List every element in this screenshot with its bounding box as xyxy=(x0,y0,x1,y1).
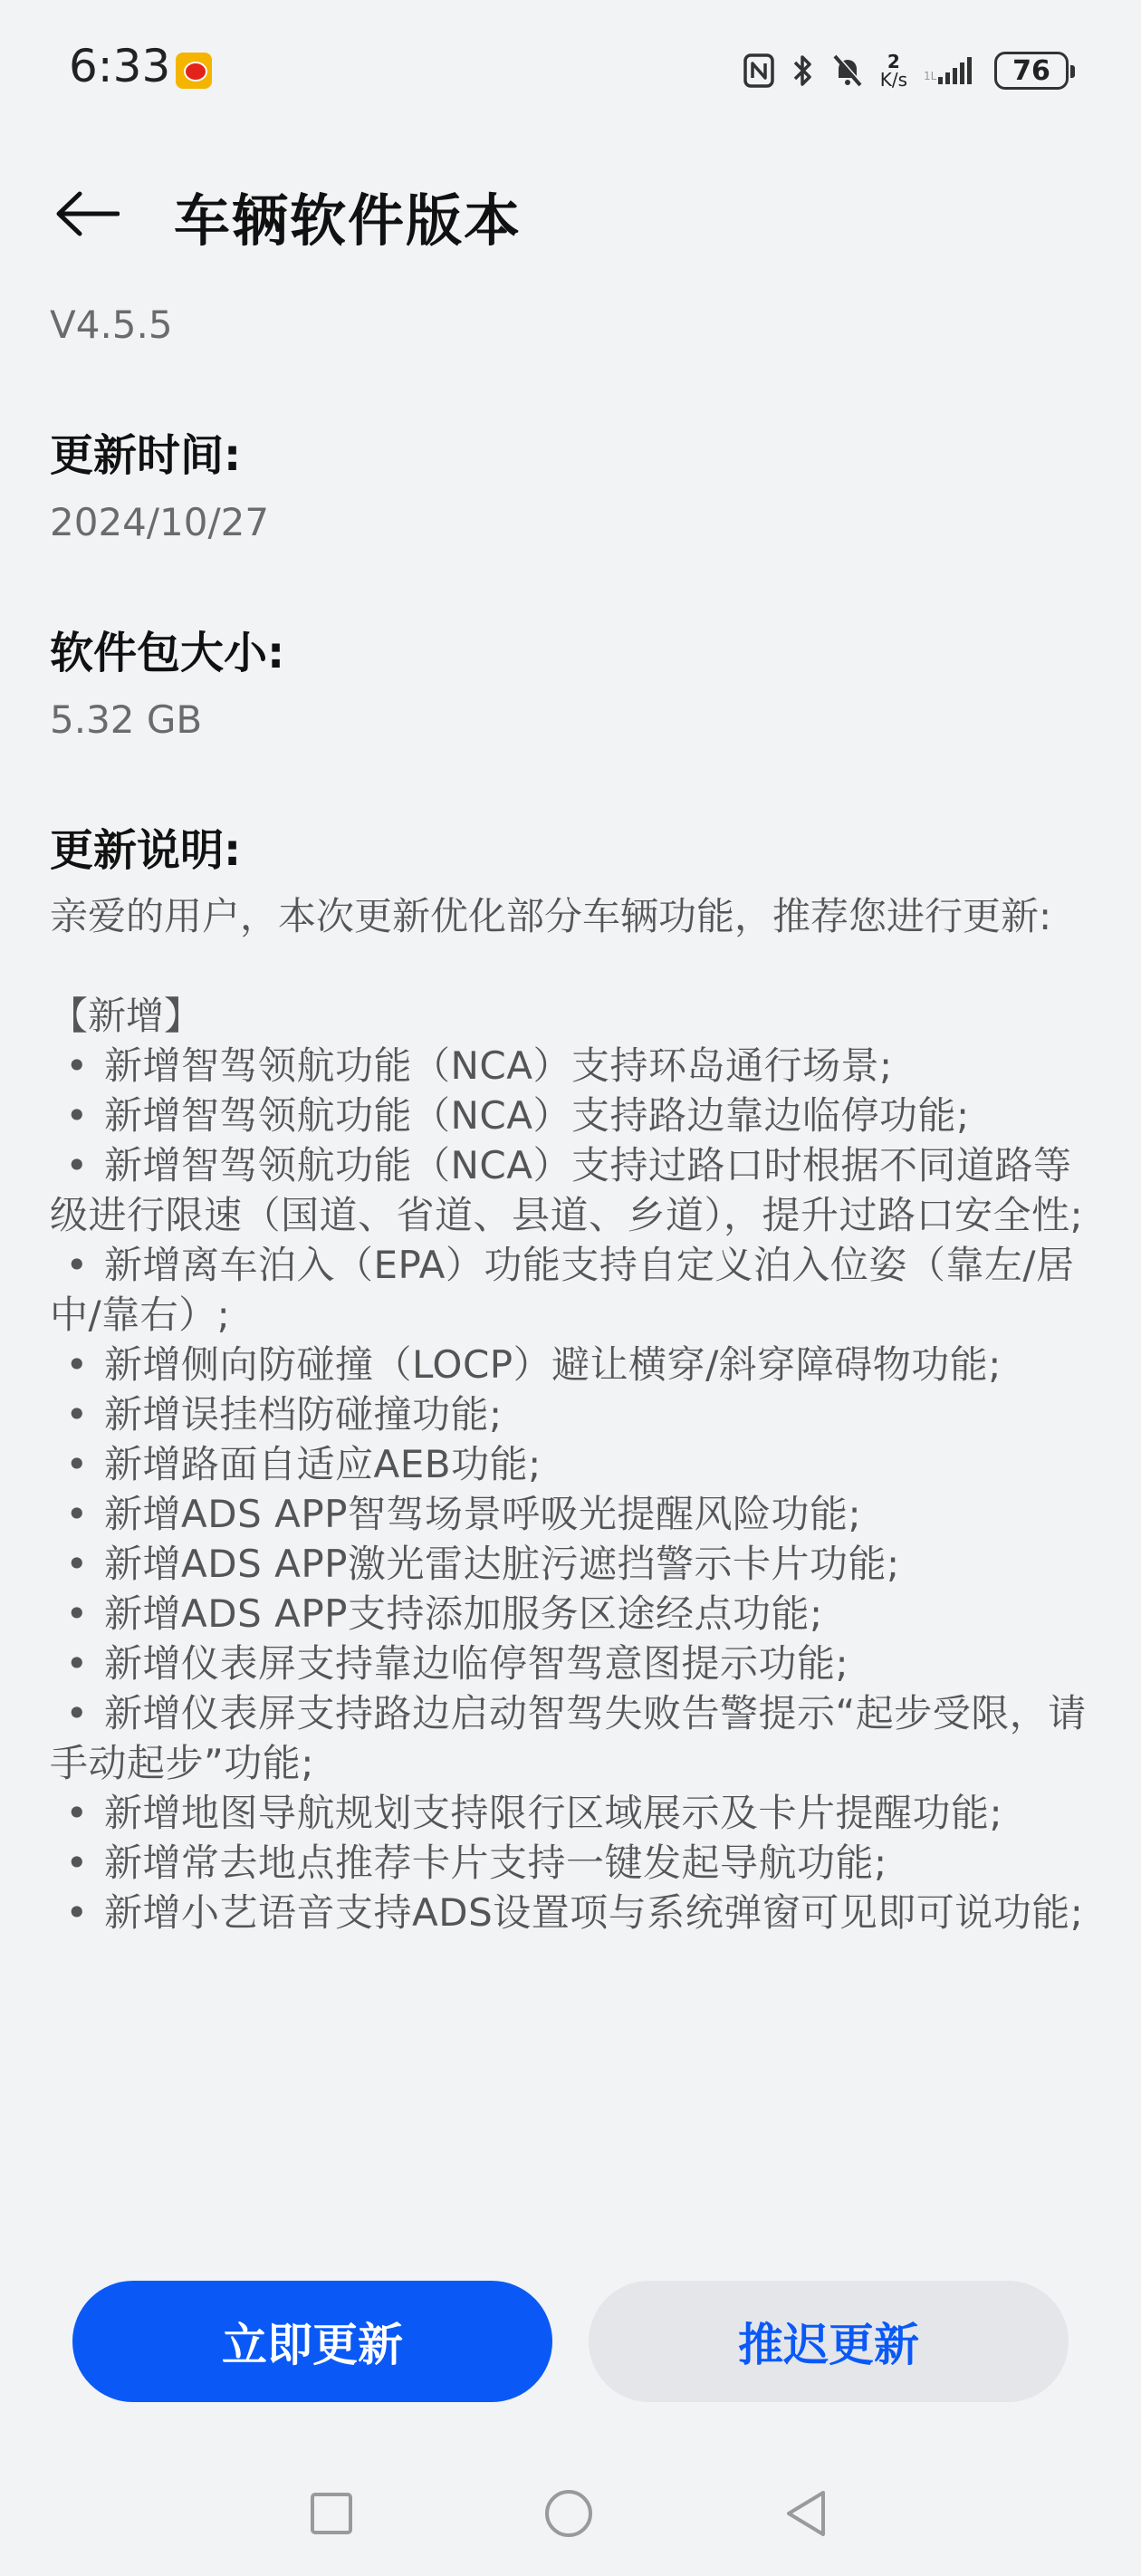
status-bar xyxy=(0,0,1141,136)
release-note-text: 新增智驾领航功能（NCA）支持环岛通行场景; xyxy=(104,1043,893,1088)
svg-text:1L: 1L xyxy=(924,70,937,82)
circle-icon xyxy=(543,2488,594,2539)
system-navigation-bar xyxy=(0,2473,1141,2554)
bullet-icon: • xyxy=(65,1841,89,1885)
mute-bell-icon xyxy=(831,53,864,89)
bullet-icon: • xyxy=(65,1392,89,1437)
back-arrow-icon xyxy=(54,191,120,236)
package-size-value: 5.32 GB xyxy=(50,697,203,742)
release-note-text: 新增仪表屏支持路边启动智驾失败告警提示“起步受限，请手动起步”功能; xyxy=(50,1691,1087,1785)
recent-apps-button[interactable] xyxy=(304,2486,359,2541)
release-note-item xyxy=(50,1489,1091,1539)
bullet-icon: • xyxy=(65,1243,89,1287)
release-note-text: 新增智驾领航功能（NCA）支持过路口时根据不同道路等级进行限速（国道、省道、县道、乡道），提升过路口安全性; xyxy=(50,1143,1084,1237)
battery-indicator: 76 xyxy=(994,52,1069,90)
square-icon xyxy=(309,2491,354,2536)
release-notes-list xyxy=(50,1041,1091,1937)
release-note-item xyxy=(50,1140,1091,1240)
release-note-text: 新增路面自适应AEB功能; xyxy=(104,1442,542,1486)
release-note-text: 新增ADS APP智驾场景呼吸光提醒风险功能; xyxy=(104,1492,862,1536)
triangle-back-icon xyxy=(783,2488,829,2539)
release-note-text: 新增地图导航规划支持限行区域展示及卡片提醒功能; xyxy=(104,1791,1003,1835)
release-note-text: 新增ADS APP支持添加服务区途经点功能; xyxy=(104,1591,823,1636)
release-note-text: 新增仪表屏支持靠边临停智驾意图提示功能; xyxy=(104,1641,849,1686)
release-note-item xyxy=(50,1838,1091,1888)
release-note-text: 新增常去地点推荐卡片支持一键发起导航功能; xyxy=(104,1841,887,1885)
release-note-item xyxy=(50,1389,1091,1439)
update-time-label: 更新时间: xyxy=(50,430,242,481)
bullet-icon: • xyxy=(65,1043,89,1088)
bullet-icon: • xyxy=(65,1442,89,1486)
signal-icon xyxy=(924,53,978,89)
bullet-icon: • xyxy=(65,1492,89,1536)
home-button[interactable] xyxy=(542,2486,596,2541)
release-note-item xyxy=(50,1091,1091,1140)
back-nav-button[interactable] xyxy=(779,2486,833,2541)
bullet-icon: • xyxy=(65,1093,89,1138)
bullet-icon: • xyxy=(65,1641,89,1686)
postpone-update-button[interactable]: 推迟更新 xyxy=(589,2281,1069,2402)
bullet-icon: • xyxy=(65,1143,89,1187)
release-notes-intro: 亲爱的用户，本次更新优化部分车辆功能，推荐您进行更新: xyxy=(50,894,1052,938)
release-notes-heading: 【新增】 xyxy=(50,994,203,1038)
bullet-icon: • xyxy=(65,1342,89,1387)
bullet-icon: • xyxy=(65,1591,89,1636)
release-note-item xyxy=(50,1041,1091,1091)
page-title: 车辆软件版本 xyxy=(174,187,523,254)
package-size-label: 软件包大小: xyxy=(50,628,285,678)
release-note-text: 新增小艺语音支持ADS设置项与系统弹窗可见即可说功能; xyxy=(104,1890,1084,1935)
release-note-item xyxy=(50,1688,1091,1788)
bullet-icon: • xyxy=(65,1691,89,1735)
nfc-icon xyxy=(743,53,775,89)
back-button[interactable] xyxy=(51,178,123,250)
release-note-text: 新增侧向防碰撞（LOCP）避让横穿/斜穿障碍物功能; xyxy=(104,1342,1002,1387)
bullet-icon: • xyxy=(65,1542,89,1586)
release-note-text: 新增ADS APP激光雷达脏污遮挡警示卡片功能; xyxy=(104,1542,900,1586)
version-number: V4.5.5 xyxy=(50,303,173,347)
release-note-text: 新增离车泊入（EPA）功能支持自定义泊入位姿（靠左/居中/靠右）; xyxy=(50,1243,1075,1337)
release-note-item xyxy=(50,1340,1091,1389)
update-now-button[interactable]: 立即更新 xyxy=(72,2281,552,2402)
network-speed xyxy=(880,53,907,89)
status-icons xyxy=(743,45,1069,96)
release-note-text: 新增智驾领航功能（NCA）支持路边靠边临停功能; xyxy=(104,1093,970,1138)
release-note-item xyxy=(50,1589,1091,1639)
release-notes-label: 更新说明: xyxy=(50,825,242,876)
release-note-item xyxy=(50,1539,1091,1589)
release-note-text: 新增误挂档防碰撞功能; xyxy=(104,1392,503,1437)
release-note-item xyxy=(50,1240,1091,1340)
update-time-value: 2024/10/27 xyxy=(50,500,270,544)
bullet-icon: • xyxy=(65,1791,89,1835)
release-note-item xyxy=(50,1788,1091,1838)
version-details xyxy=(50,290,1091,1937)
status-time: 6:33 xyxy=(69,40,171,92)
network-speed-unit: K/s xyxy=(879,69,907,91)
release-note-item xyxy=(50,1639,1091,1688)
bullet-icon: • xyxy=(65,1890,89,1935)
release-note-item xyxy=(50,1888,1091,1937)
bluetooth-icon xyxy=(791,53,815,89)
weibo-notification-icon xyxy=(176,53,212,89)
action-buttons xyxy=(72,2281,1069,2402)
network-speed-value: 2 xyxy=(887,51,900,72)
release-note-item xyxy=(50,1439,1091,1489)
